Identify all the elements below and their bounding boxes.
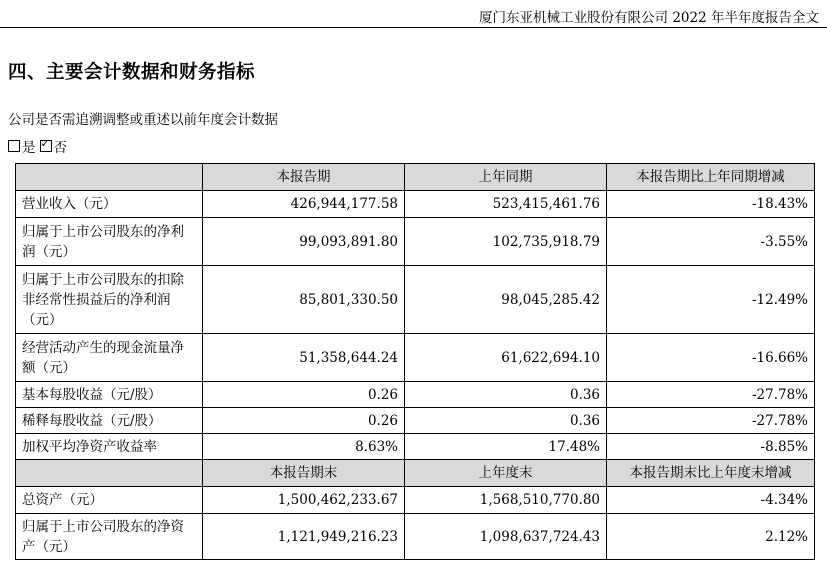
row-label: 归属于上市公司股东的扣除非经常性损益后的净利润（元） [16, 266, 203, 334]
change-value: -27.78% [607, 382, 815, 408]
option-no-label: 否 [53, 140, 67, 156]
table-row [16, 382, 815, 408]
section-title: 四、主要会计数据和财务指标 [8, 62, 256, 83]
row-label: 基本每股收益（元/股） [16, 382, 203, 408]
change-value: -18.43% [607, 191, 815, 218]
current-value: 85,801,330.50 [203, 266, 405, 334]
page-header [0, 0, 827, 28]
table-row [16, 487, 815, 514]
previous-value: 0.36 [405, 382, 607, 408]
current-value: 99,093,891.80 [203, 218, 405, 266]
current-value: 0.26 [203, 382, 405, 408]
previous-value: 61,622,694.10 [405, 334, 607, 382]
row-label: 营业收入（元） [16, 191, 203, 218]
table-row [16, 218, 815, 266]
report-title: 厦门东亚机械工业股份有限公司 2022 年半年度报告全文 [479, 10, 819, 26]
previous-value: 17.48% [405, 434, 607, 460]
header-cell [16, 164, 203, 191]
change-value: -3.55% [607, 218, 815, 266]
change-value: -4.34% [607, 487, 815, 514]
table-row [16, 434, 815, 460]
header-cell: 上年同期 [405, 164, 607, 191]
header-cell: 本报告期末 [203, 460, 405, 487]
previous-value: 98,045,285.42 [405, 266, 607, 334]
previous-value: 0.36 [405, 408, 607, 434]
row-label: 稀释每股收益（元/股） [16, 408, 203, 434]
restatement-question: 公司是否需追溯调整或重述以前年度会计数据 [8, 112, 278, 128]
header-cell: 本报告期末比上年度末增减 [607, 460, 815, 487]
row-label: 加权平均净资产收益率 [16, 434, 203, 460]
restatement-options [8, 136, 67, 156]
table-row [16, 408, 815, 434]
table-row [16, 334, 815, 382]
current-value: 1,500,462,233.67 [203, 487, 405, 514]
table-row [16, 514, 815, 560]
previous-value: 523,415,461.76 [405, 191, 607, 218]
row-label: 归属于上市公司股东的净资产（元） [16, 514, 203, 560]
previous-value: 1,098,637,724.43 [405, 514, 607, 560]
table-row [16, 266, 815, 334]
checkbox-yes-icon[interactable] [8, 140, 20, 152]
previous-value: 1,568,510,770.80 [405, 487, 607, 514]
option-yes-label: 是 [22, 140, 36, 156]
table-header-row [16, 460, 815, 487]
header-cell: 本报告期 [203, 164, 405, 191]
change-value: -12.49% [607, 266, 815, 334]
row-label: 归属于上市公司股东的净利润（元） [16, 218, 203, 266]
current-value: 1,121,949,216.23 [203, 514, 405, 560]
table-row [16, 191, 815, 218]
row-label: 总资产（元） [16, 487, 203, 514]
table-header-row [16, 164, 815, 191]
option-yes[interactable] [8, 136, 36, 156]
header-cell: 本报告期比上年同期增减 [607, 164, 815, 191]
current-value: 426,944,177.58 [203, 191, 405, 218]
financial-data-table [15, 163, 815, 560]
current-value: 0.26 [203, 408, 405, 434]
previous-value: 102,735,918.79 [405, 218, 607, 266]
change-value: -16.66% [607, 334, 815, 382]
checkbox-no-checked-icon[interactable] [40, 140, 52, 152]
current-value: 8.63% [203, 434, 405, 460]
option-no[interactable] [40, 136, 68, 156]
current-value: 51,358,644.24 [203, 334, 405, 382]
change-value: 2.12% [607, 514, 815, 560]
change-value: -8.85% [607, 434, 815, 460]
header-cell [16, 460, 203, 487]
header-cell: 上年度末 [405, 460, 607, 487]
change-value: -27.78% [607, 408, 815, 434]
row-label: 经营活动产生的现金流量净额（元） [16, 334, 203, 382]
